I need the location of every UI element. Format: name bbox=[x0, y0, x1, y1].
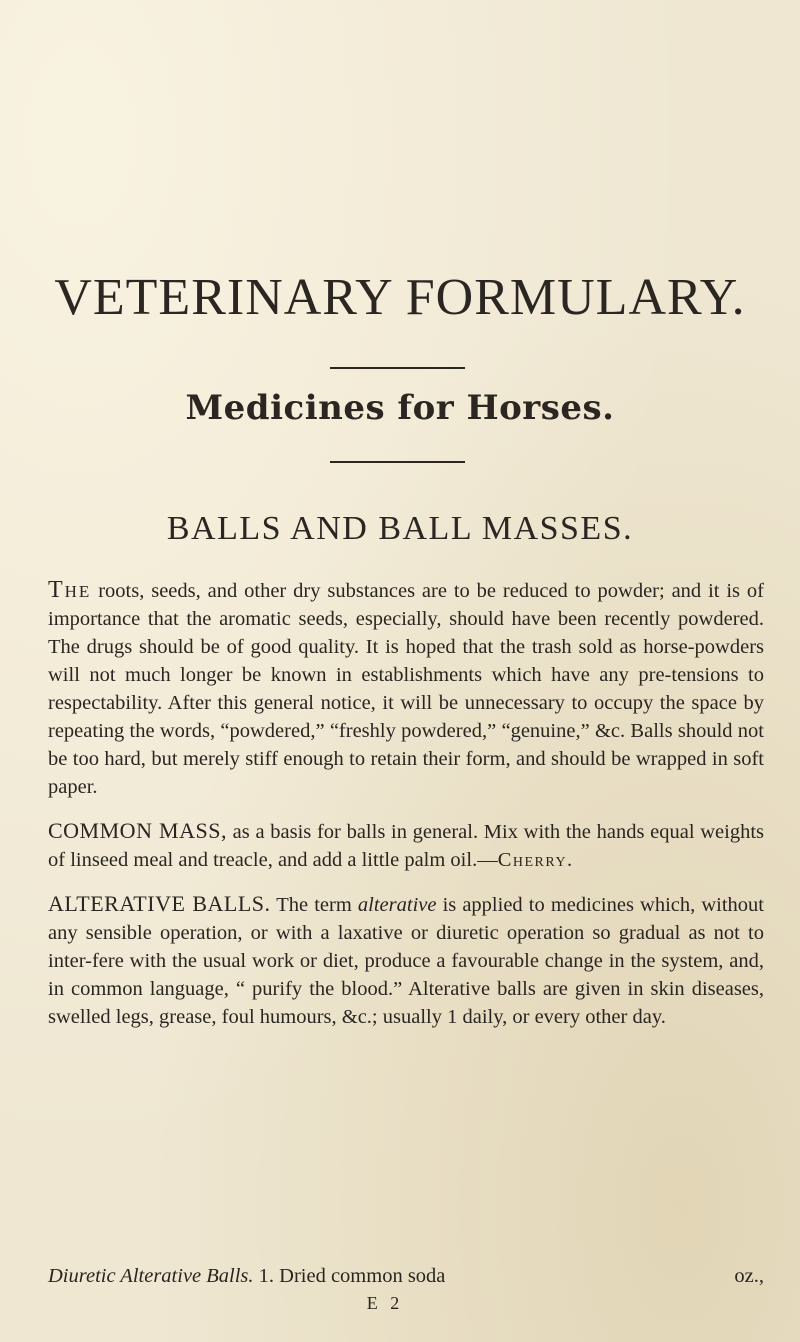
alterative-text-after: is applied to medicines which, without any sensible operation, or with a laxative or diuretic operation so gradual as not to inter-fere with the usual work or diet, produce a favourable change in the system, and, in common language, “ purify the blood.” Alterative balls are given in skin diseases, swelled legs, grease, foul humours, &c.; usually 1 daily, or every other day. bbox=[48, 894, 764, 1028]
page-title: VETERINARY FORMULARY. bbox=[54, 269, 746, 326]
recipe-title: Diuretic Alterative Balls. bbox=[48, 1265, 254, 1287]
common-mass-text: as a basis for balls in general. Mix with the hands equal weights of linseed meal and treacle, and add a little palm oil.— bbox=[48, 821, 764, 871]
signature-mark: E 2 bbox=[366, 1293, 404, 1313]
intro-text: roots, seeds, and other dry substances are to be reduced to powder; and it is of importance that the aromatic seeds, especially, should have been recently powdered. The drugs should be of good quality. It is hoped that the trash sold as horse-powders will not much longer be known in establishments which have any pre-tensions to respectability. After this general notice, it will be unnecessary to occupy the space by repeating the words, “powdered,” “freshly powdered,” “genuine,” &c. Balls should not be too hard, but merely stiff enough to retain their form, and should be wrapped in soft paper. bbox=[48, 580, 764, 798]
divider-rule-top bbox=[330, 367, 465, 369]
body-text bbox=[48, 576, 764, 1047]
alterative-paragraph bbox=[48, 890, 764, 1031]
alterative-term: alterative bbox=[357, 894, 437, 916]
page-subtitle: Medicines for Horses. bbox=[185, 388, 615, 428]
divider-rule-bottom bbox=[330, 461, 465, 463]
recipe-line bbox=[48, 1262, 764, 1290]
alterative-text-before: The term bbox=[270, 894, 358, 916]
alterative-lead: ALTERATIVE BALLS. bbox=[48, 891, 271, 916]
intro-lead-caps: The bbox=[48, 577, 92, 603]
section-heading: BALLS AND BALL MASSES. bbox=[166, 510, 634, 547]
common-mass-lead: COMMON MASS, bbox=[48, 818, 227, 843]
common-mass-paragraph bbox=[48, 817, 764, 874]
recipe-unit: oz., bbox=[734, 1265, 764, 1287]
recipe-item: 1. Dried common soda bbox=[253, 1265, 446, 1287]
common-mass-signature: Cherry. bbox=[497, 849, 574, 871]
intro-paragraph bbox=[48, 576, 764, 801]
